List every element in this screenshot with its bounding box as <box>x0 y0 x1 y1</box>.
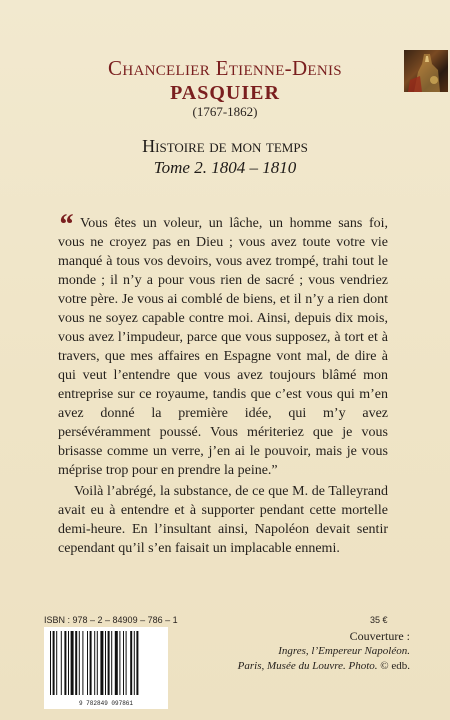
blurb-paragraph-2: Voilà l’abrégé, la substance, de ce que M. de Talleyrand avait eu à entendre et à supporter pendant cette mortelle demi-heure. En l’insultant ainsi, Napoléon devait sentir cependant qu’il s’en faisait un implacable ennemi. <box>58 484 388 556</box>
barcode-bars-icon <box>44 627 168 701</box>
blurb-paragraph-1: Vous êtes un voleur, un lâche, un homme sans foi, vous ne croyez pas en Dieu ; vous avez toute votre vie manqué à tous vos devoirs, vous avez trompé, trahi tout le monde ; il n’y a pour vous rien de sacré ; vous vendriez votre père. Je vous ai comblé de biens, et il n’y a rien dont vous ne soyez capable contre moi. Ainsi, depuis dix mois, vous avez l’impudeur, parce que vous supposez, à tort et à travers, que mes affaires en Espagne vont mal, de dire à qui veut l’entendre que vous avez toujours blâmé mon entreprise sur ce royaume, tandis que c’est vous qui m’en avez donné la première idée, qui m’y avez persévéramment poussé. Vous mériteriez que je vous brisasse comme un verre, j’en ai le pouvoir, mais je vous méprise trop pour en prendre la peine.” <box>58 216 388 478</box>
author-lifespan: (1767-1862) <box>192 104 258 119</box>
book-title: Histoire de mon temps <box>142 136 308 156</box>
credits-location-italic: Paris, Musée du Louvre. Photo. <box>237 660 378 672</box>
barcode-digits: 9 782849 097861 <box>78 700 133 707</box>
isbn-label: ISBN : 978 – 2 – 84909 – 786 – 1 <box>44 615 178 625</box>
quote-mark-icon: “ <box>58 208 73 241</box>
blurb-text <box>58 214 388 558</box>
author-name-line1: Chancelier Etienne-Denis <box>108 56 342 80</box>
author-surname: PASQUIER <box>170 82 280 104</box>
credits-artwork: Ingres, l’Empereur Napoléon. <box>278 645 410 657</box>
book-subtitle: Tome 2. 1804 – 1810 <box>153 158 297 177</box>
barcode <box>44 627 168 709</box>
cover-credits <box>238 629 410 674</box>
price-label: 35 € <box>370 615 388 625</box>
credits-photo: © edb. <box>377 660 410 672</box>
credits-heading: Couverture : <box>349 629 410 643</box>
credits-location <box>238 659 410 674</box>
